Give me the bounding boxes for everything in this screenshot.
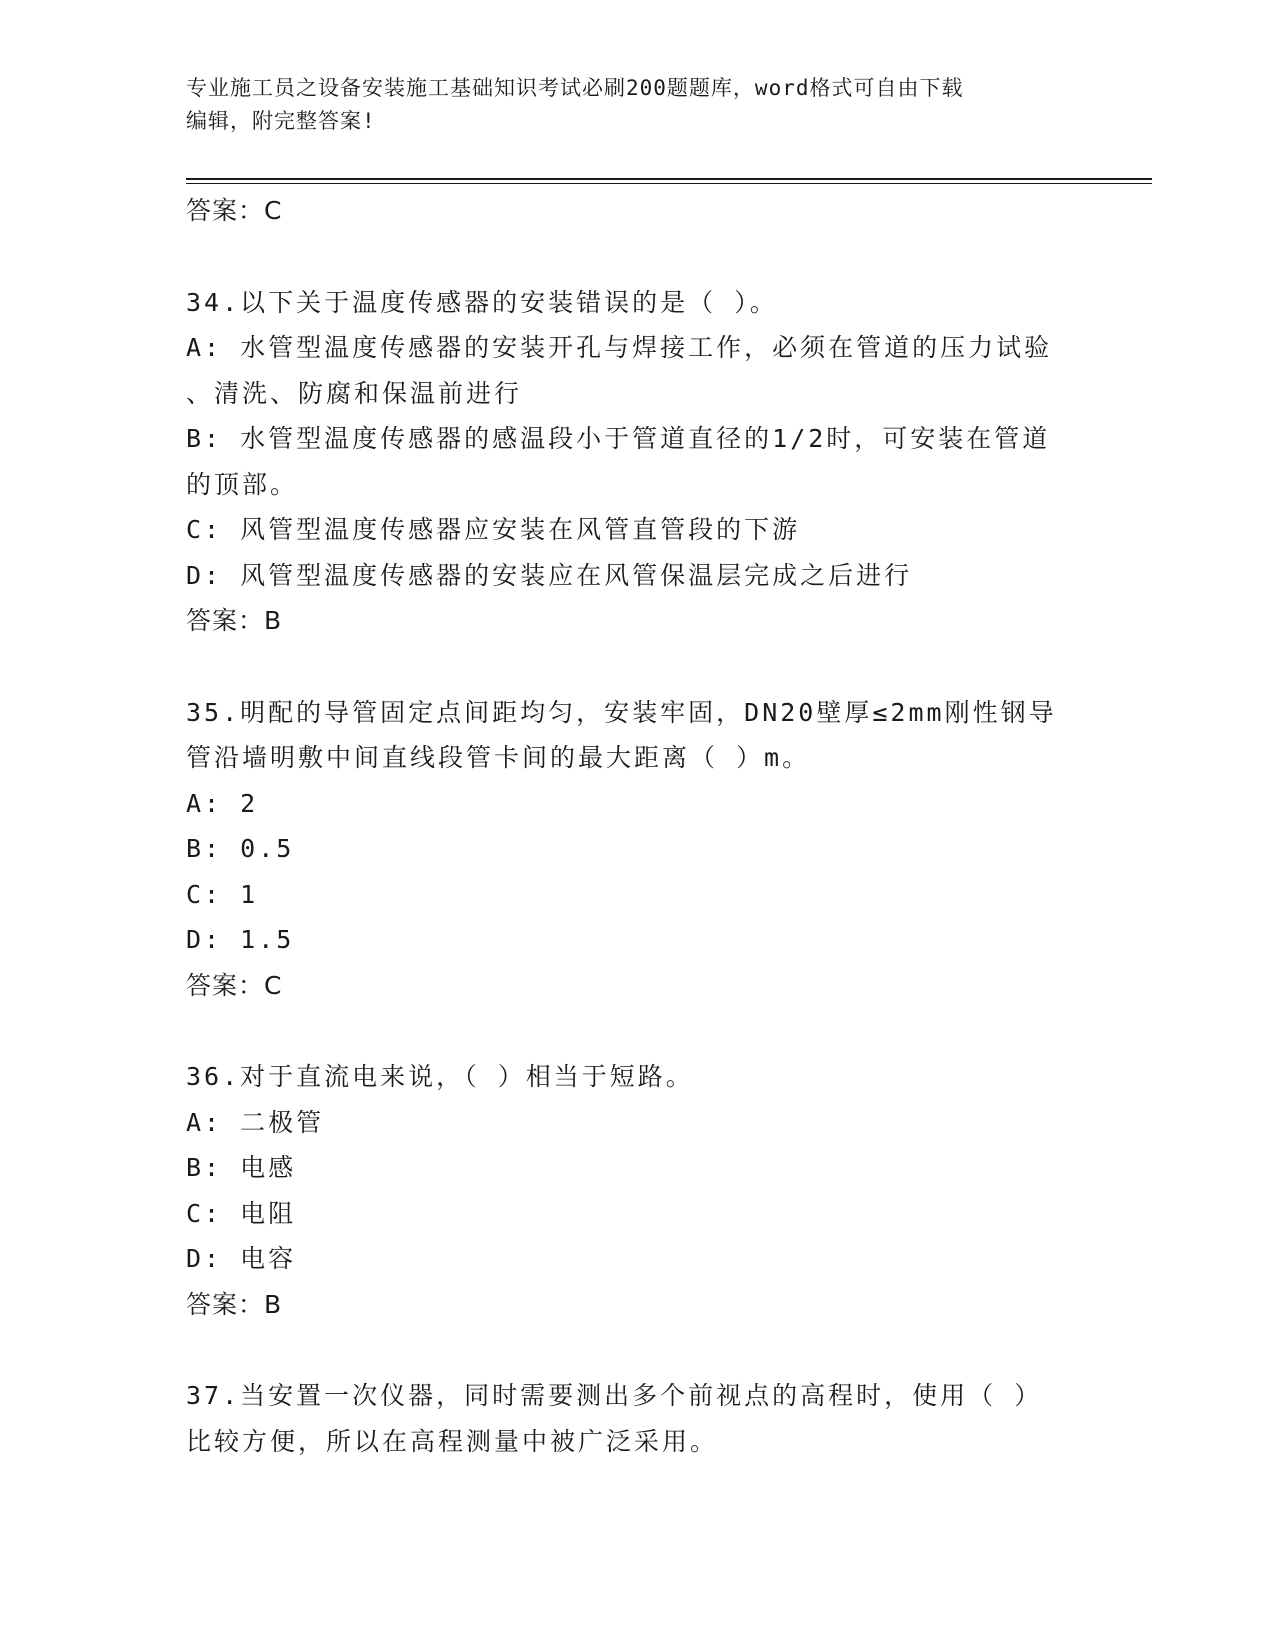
answer: 答案：B [186, 606, 283, 635]
question-37 [186, 1373, 1086, 1464]
option-c: C: 1 [186, 879, 259, 909]
answer: 答案：C [186, 970, 283, 1000]
option-c: C: 风管型温度传感器应安装在风管直管段的下游 [186, 515, 801, 544]
document-body [186, 188, 1086, 1464]
question-stem: 35.明配的导管固定点间距均匀，安装牢固，DN20壁厚≤2mm刚性钢导 [186, 697, 1057, 727]
header-title-line-2: 编辑，附完整答案! [186, 109, 376, 133]
header-title-line-1: 专业施工员之设备安装施工基础知识考试必刷200题题库，word格式可自由下载 [186, 76, 964, 100]
option-b: B: 0.5 [186, 834, 295, 863]
question-35 [186, 690, 1086, 1009]
option-d: D: 风管型温度传感器的安装应在风管保温层完成之后进行 [186, 560, 913, 590]
option-a: A: 2 [186, 788, 259, 818]
option-b: B: 水管型温度传感器的感温段小于管道直径的1/2时，可安装在管道 [186, 424, 1051, 453]
option-c: C: 电阻 [186, 1198, 297, 1228]
option-d: D: 电容 [186, 1244, 297, 1273]
question-34 [186, 280, 1086, 644]
option-a-continued: 、清洗、防腐和保温前进行 [186, 378, 523, 408]
page-header [186, 72, 1086, 138]
question-stem-continued: 比较方便，所以在高程测量中被广泛采用。 [186, 1426, 719, 1456]
option-d: D: 1.5 [186, 925, 295, 954]
option-b: B: 电感 [186, 1153, 297, 1182]
question-stem-continued: 管沿墙明敷中间直线段管卡间的最大距离（ ）m。 [186, 743, 811, 772]
question-stem: 34.以下关于温度传感器的安装错误的是（ ）。 [186, 287, 778, 317]
header-divider-thin [186, 183, 1152, 184]
question-36 [186, 1054, 1086, 1327]
question-stem: 36.对于直流电来说，（ ）相当于短路。 [186, 1062, 694, 1091]
answer-q33: 答案：C [186, 196, 283, 225]
header-divider-thick [186, 178, 1152, 180]
option-a: A: 水管型温度传感器的安装开孔与焊接工作，必须在管道的压力试验 [186, 333, 1053, 362]
answer: 答案：B [186, 1289, 283, 1319]
option-b-continued: 的顶部。 [186, 469, 299, 499]
question-stem: 37.当安置一次仪器，同时需要测出多个前视点的高程时，使用（ ） [186, 1381, 1043, 1410]
option-a: A: 二极管 [186, 1107, 325, 1137]
